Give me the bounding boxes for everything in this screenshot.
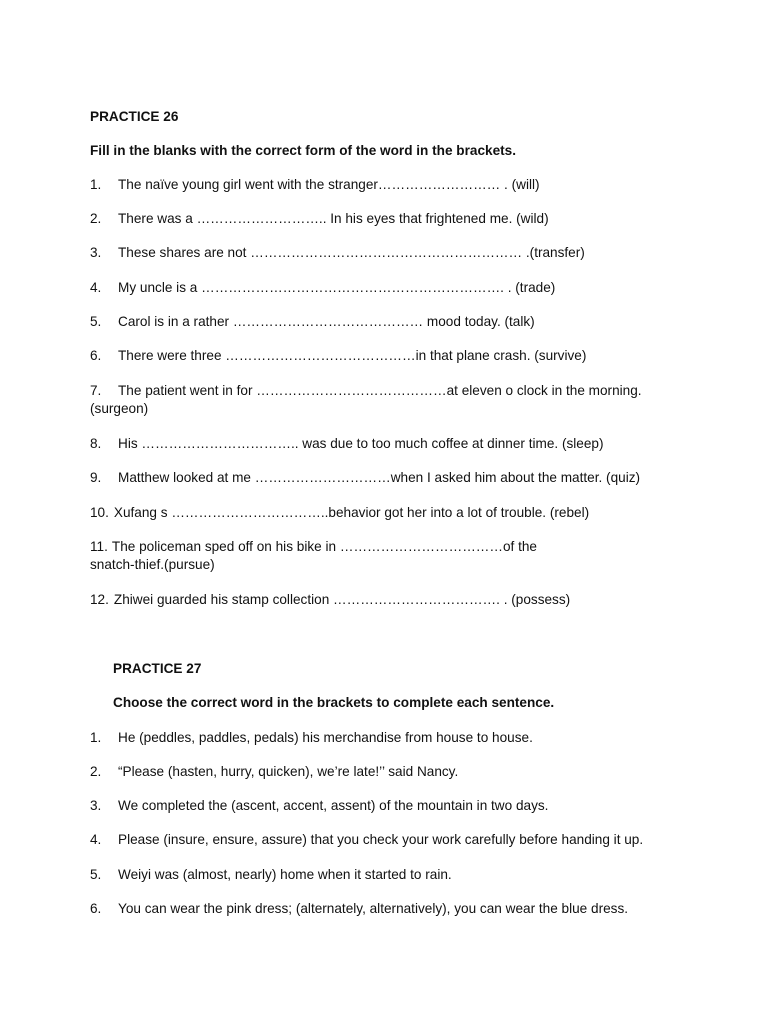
item-text: Xufang s ……………………………..behavior got her into a lot of trouble. (rebel)	[113, 505, 590, 520]
list-item	[90, 900, 730, 918]
item-text: He (peddles, paddles, pedals) his merchandise from house to house.	[118, 730, 533, 745]
list-item	[90, 382, 660, 418]
list-item	[90, 210, 680, 228]
item-number: 12.	[90, 592, 109, 607]
item-text: The naïve young girl went with the stranger……………………… . (will)	[118, 177, 540, 192]
item-text: The policeman sped off on his bike in ………………………………of the snatch-thief.(pursue)	[90, 539, 537, 572]
item-number: 7.	[90, 383, 102, 398]
item-text: Zhiwei guarded his stamp collection ………………………………. . (possess)	[113, 592, 571, 607]
list-item	[90, 313, 680, 331]
item-number: 2.	[90, 211, 102, 226]
list-item	[90, 538, 570, 574]
item-number: 1.	[90, 177, 102, 192]
item-number: 5.	[90, 867, 102, 882]
list-item	[90, 763, 690, 781]
item-number: 4.	[90, 832, 102, 847]
item-number: 10.	[90, 505, 109, 520]
item-text: The patient went in for ……………………………………at eleven o clock in the morning. (surgeon)	[90, 383, 642, 416]
list-item	[90, 176, 680, 194]
list-item	[90, 244, 680, 262]
item-number: 2.	[90, 764, 102, 779]
item-number: 3.	[90, 245, 102, 260]
item-number: 6.	[90, 348, 102, 363]
list-item	[90, 435, 680, 453]
item-text: Matthew looked at me …………………………when I asked him about the matter. (quiz)	[118, 470, 641, 485]
item-number: 9.	[90, 470, 102, 485]
practice-26-instruction: Fill in the blanks with the correct form of the word in the brackets.	[90, 143, 516, 158]
practice-27-instruction: Choose the correct word in the brackets to complete each sentence.	[113, 695, 555, 710]
item-text: My uncle is a …………………………………………………………. . (trade)	[118, 280, 556, 295]
item-text: His …………………………….. was due to too much coffee at dinner time. (sleep)	[118, 436, 604, 451]
list-item	[90, 797, 690, 815]
list-item	[90, 831, 730, 849]
item-text: “Please (hasten, hurry, quicken), we’re late!’’ said Nancy.	[118, 764, 459, 779]
list-item	[90, 469, 680, 487]
item-text: Please (insure, ensure, assure) that you check your work carefully before handing it up.	[118, 832, 644, 847]
practice-27-title: PRACTICE 27	[113, 661, 202, 676]
item-number: 3.	[90, 798, 102, 813]
item-number: 11.	[90, 539, 108, 554]
item-text: Carol is in a rather …………………………………… mood today. (talk)	[118, 314, 535, 329]
practice-26-title: PRACTICE 26	[90, 109, 179, 124]
list-item	[90, 866, 690, 884]
list-item	[90, 504, 680, 522]
list-item	[90, 729, 690, 747]
item-text: You can wear the pink dress; (alternately, alternatively), you can wear the blue dress.	[118, 901, 629, 916]
item-text: These shares are not …………………………………………………… .(transfer)	[118, 245, 585, 260]
item-number: 4.	[90, 280, 102, 295]
item-text: We completed the (ascent, accent, assent) of the mountain in two days.	[118, 798, 549, 813]
list-item	[90, 591, 680, 609]
list-item	[90, 279, 680, 297]
item-number: 6.	[90, 901, 102, 916]
list-item	[90, 347, 680, 365]
item-text: There were three ……………………………………in that plane crash. (survive)	[118, 348, 587, 363]
item-text: There was a ……………………….. In his eyes that frightened me. (wild)	[118, 211, 549, 226]
item-number: 5.	[90, 314, 102, 329]
item-number: 1.	[90, 730, 102, 745]
item-number: 8.	[90, 436, 102, 451]
item-text: Weiyi was (almost, nearly) home when it started to rain.	[118, 867, 452, 882]
